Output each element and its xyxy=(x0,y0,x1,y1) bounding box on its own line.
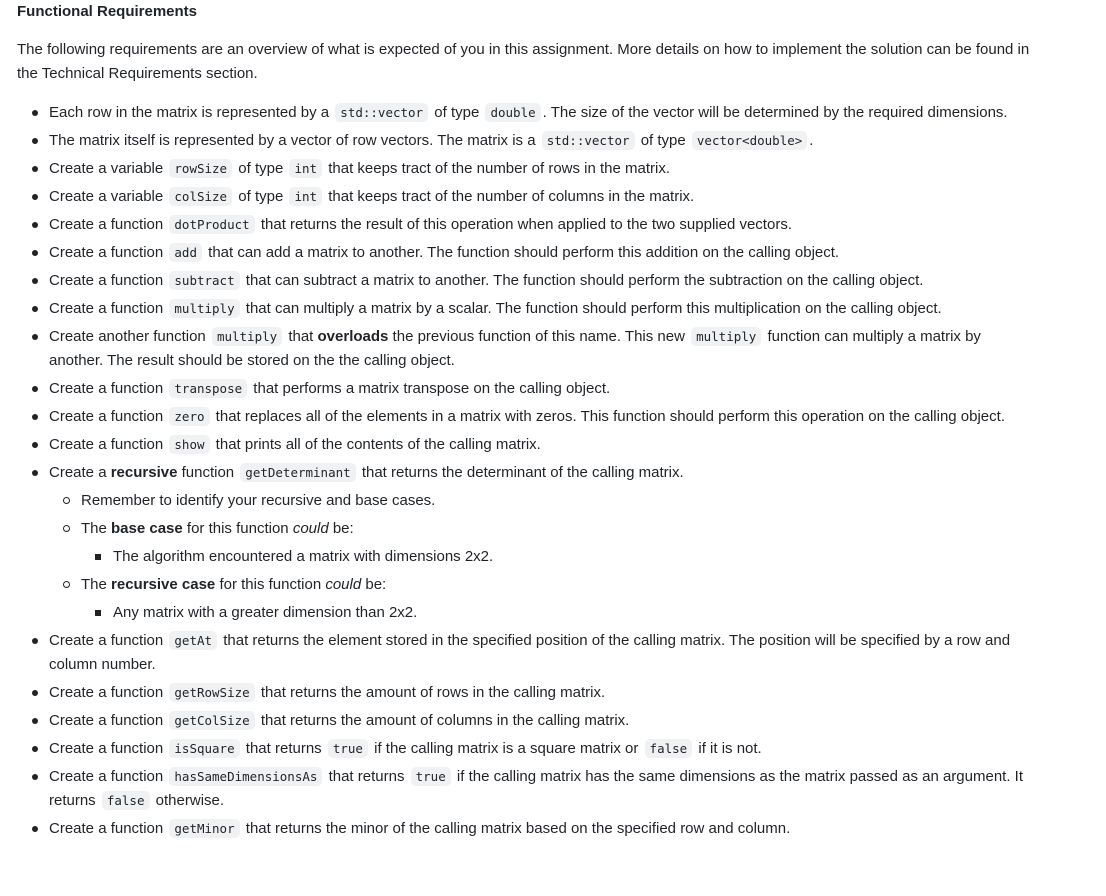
text-run: . The size of the vector will be determined by the required dimensions. xyxy=(542,104,1008,121)
text-run: that returns the element stored in the specified position of the calling matrix. The position will be specified by a row and column number. xyxy=(49,632,1011,673)
sub-item xyxy=(49,573,1037,625)
text-run: Create a function xyxy=(49,768,168,785)
text-run: The xyxy=(81,520,112,537)
sub-item xyxy=(49,517,1037,569)
inline-code: getRowSize xyxy=(169,683,254,702)
requirement-item xyxy=(17,325,1037,373)
requirement-item xyxy=(17,461,1037,625)
text-run: Create a variable xyxy=(49,160,168,177)
text-run: for this function xyxy=(215,576,326,593)
text-run: Create a xyxy=(49,464,111,481)
bold-text: base case xyxy=(111,520,183,537)
text-run: that returns xyxy=(324,768,409,785)
text-run: that returns the amount of rows in the calling matrix. xyxy=(256,684,606,701)
text-run: if the calling matrix has the same dimensions as the matrix passed as an argument. It returns xyxy=(49,768,1024,809)
requirements-list xyxy=(17,101,1037,841)
inline-code: vector<double> xyxy=(692,131,807,150)
text-run: the previous function of this name. This new xyxy=(388,328,690,345)
requirement-item xyxy=(17,681,1037,705)
inline-code: show xyxy=(169,435,209,454)
requirement-item xyxy=(17,269,1037,293)
requirement-item xyxy=(17,129,1037,153)
requirement-item xyxy=(17,101,1037,125)
italic-text: could xyxy=(292,520,329,537)
inline-code: multiply xyxy=(169,299,239,318)
bold-text: recursive xyxy=(110,464,178,481)
text-run: function can multiply a matrix by another. The result should be stored on the the calling object. xyxy=(49,328,981,369)
requirement-item xyxy=(17,213,1037,237)
text-run: of type xyxy=(636,132,690,149)
sub-item xyxy=(49,489,1037,513)
text-run: that can add a matrix to another. The function should perform this addition on the calling object. xyxy=(203,244,840,261)
inline-code: int xyxy=(289,187,322,206)
requirement-item xyxy=(17,377,1037,401)
section-heading: Functional Requirements xyxy=(17,3,198,20)
requirement-item xyxy=(17,737,1037,761)
inline-code: int xyxy=(289,159,322,178)
inline-code: true xyxy=(411,767,451,786)
text-run: if it is not. xyxy=(694,740,762,757)
inline-code: double xyxy=(485,103,540,122)
inline-code: false xyxy=(645,739,693,758)
text-run: that xyxy=(284,328,318,345)
text-run: that prints all of the contents of the calling matrix. xyxy=(211,436,541,453)
inline-code: getColSize xyxy=(169,711,254,730)
text-run: . xyxy=(809,132,814,149)
bold-text: recursive case xyxy=(111,576,216,593)
text-run: The matrix itself is represented by a vector of row vectors. The matrix is a xyxy=(49,132,540,149)
nested-list xyxy=(81,545,1037,569)
inline-code: dotProduct xyxy=(169,215,254,234)
inline-code: std::vector xyxy=(542,131,635,150)
text-run: that returns the amount of columns in the calling matrix. xyxy=(256,712,630,729)
text-run: of type xyxy=(430,104,484,121)
text-run: Create a function xyxy=(49,380,168,397)
italic-text: could xyxy=(325,576,362,593)
inline-code: transpose xyxy=(169,379,247,398)
inline-code: getMinor xyxy=(169,819,239,838)
sub-sub-item xyxy=(81,601,1037,625)
text-run: that can multiply a matrix by a scalar. The function should perform this multiplication on the calling object. xyxy=(241,300,942,317)
inline-code: zero xyxy=(169,407,209,426)
inline-code: std::vector xyxy=(335,103,428,122)
text-run: Create a function xyxy=(49,820,168,837)
text-run: Create a function xyxy=(49,244,168,261)
text-run: The algorithm encountered a matrix with dimensions 2x2. xyxy=(113,548,494,565)
requirement-item xyxy=(17,405,1037,429)
text-run: Each row in the matrix is represented by a xyxy=(49,104,334,121)
inline-code: hasSameDimensionsAs xyxy=(169,767,322,786)
requirement-item xyxy=(17,157,1037,181)
text-run: Create a function xyxy=(49,300,168,317)
text-run: Create a function xyxy=(49,632,168,649)
text-run: that performs a matrix transpose on the calling object. xyxy=(249,380,611,397)
text-run: function xyxy=(177,464,239,481)
requirement-item xyxy=(17,709,1037,733)
text-run: that replaces all of the elements in a matrix with zeros. This function should perform this operation on the calling object. xyxy=(211,408,1005,425)
nested-list xyxy=(49,489,1037,625)
text-run: Create another function xyxy=(49,328,210,345)
inline-code: false xyxy=(102,791,150,810)
text-run: Create a function xyxy=(49,684,168,701)
text-run: that returns the determinant of the calling matrix. xyxy=(357,464,684,481)
text-run: Remember to identify your recursive and base cases. xyxy=(81,492,436,509)
text-run: Create a function xyxy=(49,712,168,729)
text-run: that keeps tract of the number of columns in the matrix. xyxy=(324,188,695,205)
text-run: that returns the minor of the calling matrix based on the specified row and column. xyxy=(241,820,791,837)
nested-list xyxy=(81,601,1037,625)
text-run: of type xyxy=(234,188,288,205)
text-run: if the calling matrix is a square matrix or xyxy=(369,740,643,757)
text-run: that can subtract a matrix to another. The function should perform the subtraction on the calling object. xyxy=(241,272,924,289)
inline-code: getAt xyxy=(169,631,217,650)
text-run: Any matrix with a greater dimension than 2x2. xyxy=(113,604,418,621)
text-run: Create a function xyxy=(49,740,168,757)
text-run: that keeps tract of the number of rows in the matrix. xyxy=(324,160,671,177)
text-run: that returns the result of this operation when applied to the two supplied vectors. xyxy=(256,216,792,233)
requirement-item xyxy=(17,297,1037,321)
text-run: The xyxy=(81,576,112,593)
requirement-item xyxy=(17,433,1037,457)
text-run: otherwise. xyxy=(151,792,225,809)
inline-code: multiply xyxy=(212,327,282,346)
requirement-item xyxy=(17,241,1037,265)
text-run: be: xyxy=(361,576,387,593)
inline-code: getDeterminant xyxy=(240,463,355,482)
text-run: Create a function xyxy=(49,272,168,289)
inline-code: subtract xyxy=(169,271,239,290)
inline-code: isSquare xyxy=(169,739,239,758)
text-run: of type xyxy=(234,160,288,177)
text-run: for this function xyxy=(182,520,293,537)
inline-code: true xyxy=(328,739,368,758)
text-run: Create a variable xyxy=(49,188,168,205)
document xyxy=(17,0,1037,845)
requirement-item xyxy=(17,185,1037,209)
text-run: Create a function xyxy=(49,216,168,233)
inline-code: add xyxy=(169,243,202,262)
text-run: that returns xyxy=(241,740,326,757)
intro-paragraph: The following requirements are an overview of what is expected of you in this assignment. More details on how to implement the solution can be found in the Technical Requirements section. xyxy=(17,41,1030,82)
requirement-item xyxy=(17,765,1037,813)
text-run: be: xyxy=(328,520,354,537)
bold-text: overloads xyxy=(317,328,389,345)
sub-sub-item xyxy=(81,545,1037,569)
text-run: Create a function xyxy=(49,408,168,425)
requirement-item xyxy=(17,817,1037,841)
inline-code: rowSize xyxy=(169,159,232,178)
inline-code: colSize xyxy=(169,187,232,206)
inline-code: multiply xyxy=(691,327,761,346)
text-run: Create a function xyxy=(49,436,168,453)
requirement-item xyxy=(17,629,1037,677)
